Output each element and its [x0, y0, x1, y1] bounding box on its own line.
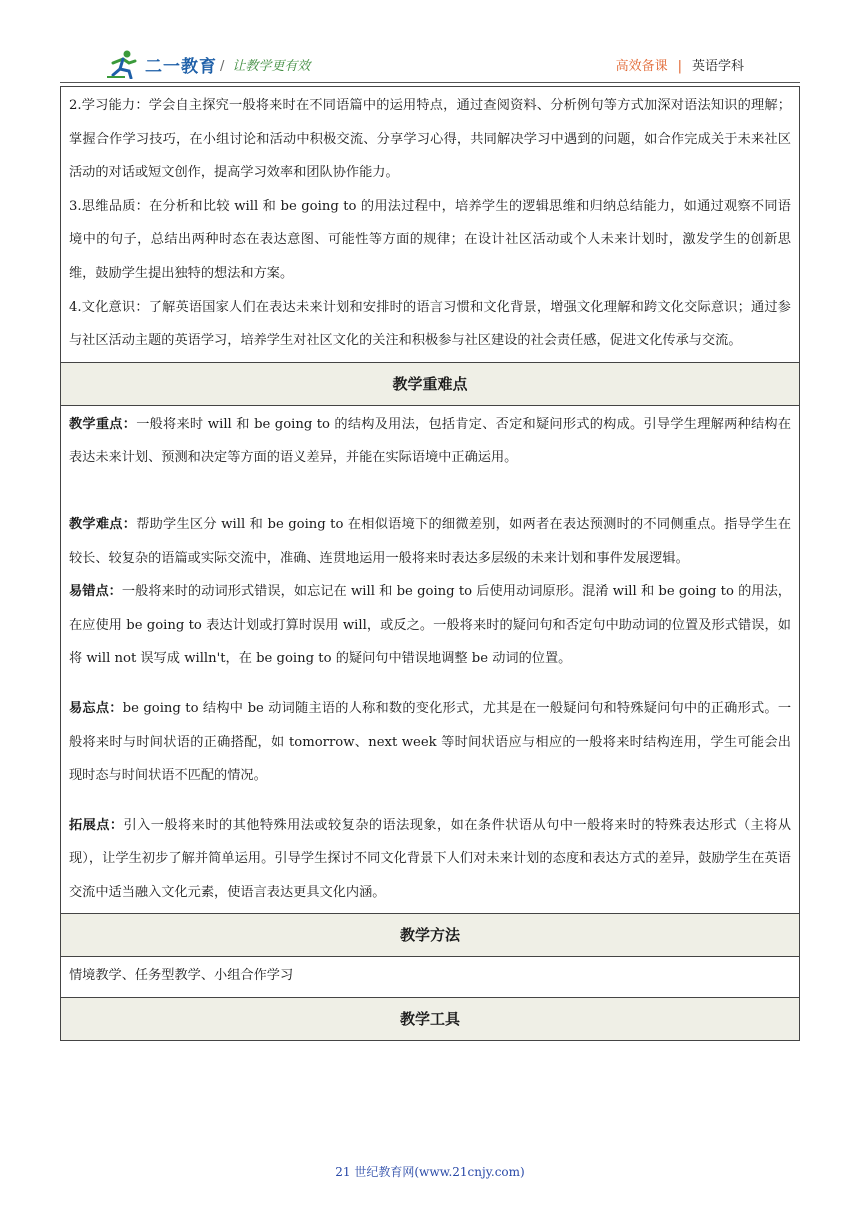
slogan: / 让教学更有效	[220, 59, 311, 74]
spacer	[69, 475, 791, 508]
header-divider	[60, 82, 800, 83]
difficulty-paragraph	[69, 508, 791, 575]
focus-label: 教学重点：	[69, 416, 137, 432]
section-heading-key-points: 教学重难点	[61, 362, 799, 405]
objective-learning-ability: 2.学习能力：学会自主探究一般将来时在不同语篇中的运用特点，通过查阅资料、分析例句等方式加深对语法知识的理解；掌握合作学习技巧，在小组讨论和活动中积极交流、分享学习心得，共同解决学习中遇到的问题，如合作完成关于未来社区活动的对话或短文创作，提高学习效率和团队协作能力。	[69, 98, 791, 181]
page-footer: 21 世纪教育网(www.21cnjy.com)	[335, 1165, 525, 1179]
extend-text: 引入一般将来时的其他特殊用法或较复杂的语法现象，如在条件状语从句中一般将来时的特殊表达形式（主将从现），让学生初步了解并简单运用。引导学生探讨不同文化背景下人们对未来计划的态度和表达方式的差异，鼓励学生在英语交流中适当融入文化元素，使语言表达更具文化内涵。	[69, 817, 792, 900]
section-heading-tools: 教学工具	[61, 997, 799, 1040]
extend-label: 拓展点：	[69, 817, 124, 833]
header-subject: 高效备课 | 英语学科	[615, 59, 744, 74]
forget-paragraph	[69, 692, 791, 793]
forget-text: be going to 结构中 be 动词随主语的人称和数的变化形式，尤其是在一般疑问句和特殊疑问句中的正确形式。一般将来时与时间状语的正确搭配，如 tomorrow、next week 等时间状语应与相应的一般将来时结构连用，学生可能会出现时态与时间状语不匹配的情况。	[69, 700, 792, 784]
error-text: 一般将来时的动词形式错误，如忘记在 will 和 be going to 后使用动词原形。混淆 will 和 be going to 的用法，在应使用 be going to 表达计划或打算时误用 will，或反之。一般将来时的疑问句和否定句中助动词的位置及形式错误，如将 will not 误写成 willn't，在 be going to 的疑问句中错误地调整 be 动词的位置。	[69, 584, 791, 667]
spacer	[69, 793, 791, 809]
header-label-prep: 高效备课	[615, 59, 668, 74]
methods-cell	[61, 956, 799, 997]
focus-text: 一般将来时 will 和 be going to 的结构及用法，包括肯定、否定和疑问形式的构成。引导学生理解两种结构在表达未来计划、预测和决定等方面的语义差异，并能在实际语境中正确运用。	[69, 416, 792, 466]
difficulty-label: 教学难点：	[69, 516, 137, 532]
objectives-cell	[61, 86, 799, 362]
objective-cultural-awareness: 4.文化意识：了解英语国家人们在表达未来计划和安排时的语言习惯和文化背景，增强文化理解和跨文化交际意识；通过参与社区活动主题的英语学习，培养学生对社区文化的关注和积极参与社区建设的社会责任感，促进文化传承与交流。	[69, 299, 791, 349]
focus-paragraph	[69, 408, 791, 475]
extend-paragraph	[69, 809, 791, 910]
section-heading-methods: 教学方法	[61, 913, 799, 956]
running-man-icon	[105, 49, 141, 79]
error-label: 易错点：	[69, 584, 122, 600]
error-paragraph	[69, 575, 791, 676]
difficulty-text: 帮助学生区分 will 和 be going to 在相似语境下的细微差别，如两者在表达预测时的不同侧重点。指导学生在较长、较复杂的语篇或实际交流中，准确、连贯地运用一般将来时表达多层级的未来计划和事件发展逻辑。	[69, 516, 792, 566]
lesson-table	[60, 86, 800, 1041]
forget-label: 易忘点：	[69, 700, 123, 716]
methods-text: 情境教学、任务型教学、小组合作学习	[69, 968, 294, 984]
page-header	[60, 44, 800, 84]
slogan-text: 让教学更有效	[232, 59, 311, 74]
key-points-cell	[61, 405, 799, 914]
spacer	[69, 676, 791, 692]
header-label-subject: 英语学科	[691, 59, 744, 74]
logo-text: 二一教育	[145, 56, 217, 77]
objective-thinking-quality: 3.思维品质：在分析和比较 will 和 be going to 的用法过程中，培养学生的逻辑思维和归纳总结能力，如通过观察不同语境中的句子，总结出两种时态在表达意图、可能性等方面的规律；在设计社区活动或个人未来计划时，激发学生的创新思维，鼓励学生提出独特的想法和方案。	[69, 198, 791, 281]
logo	[105, 48, 217, 80]
